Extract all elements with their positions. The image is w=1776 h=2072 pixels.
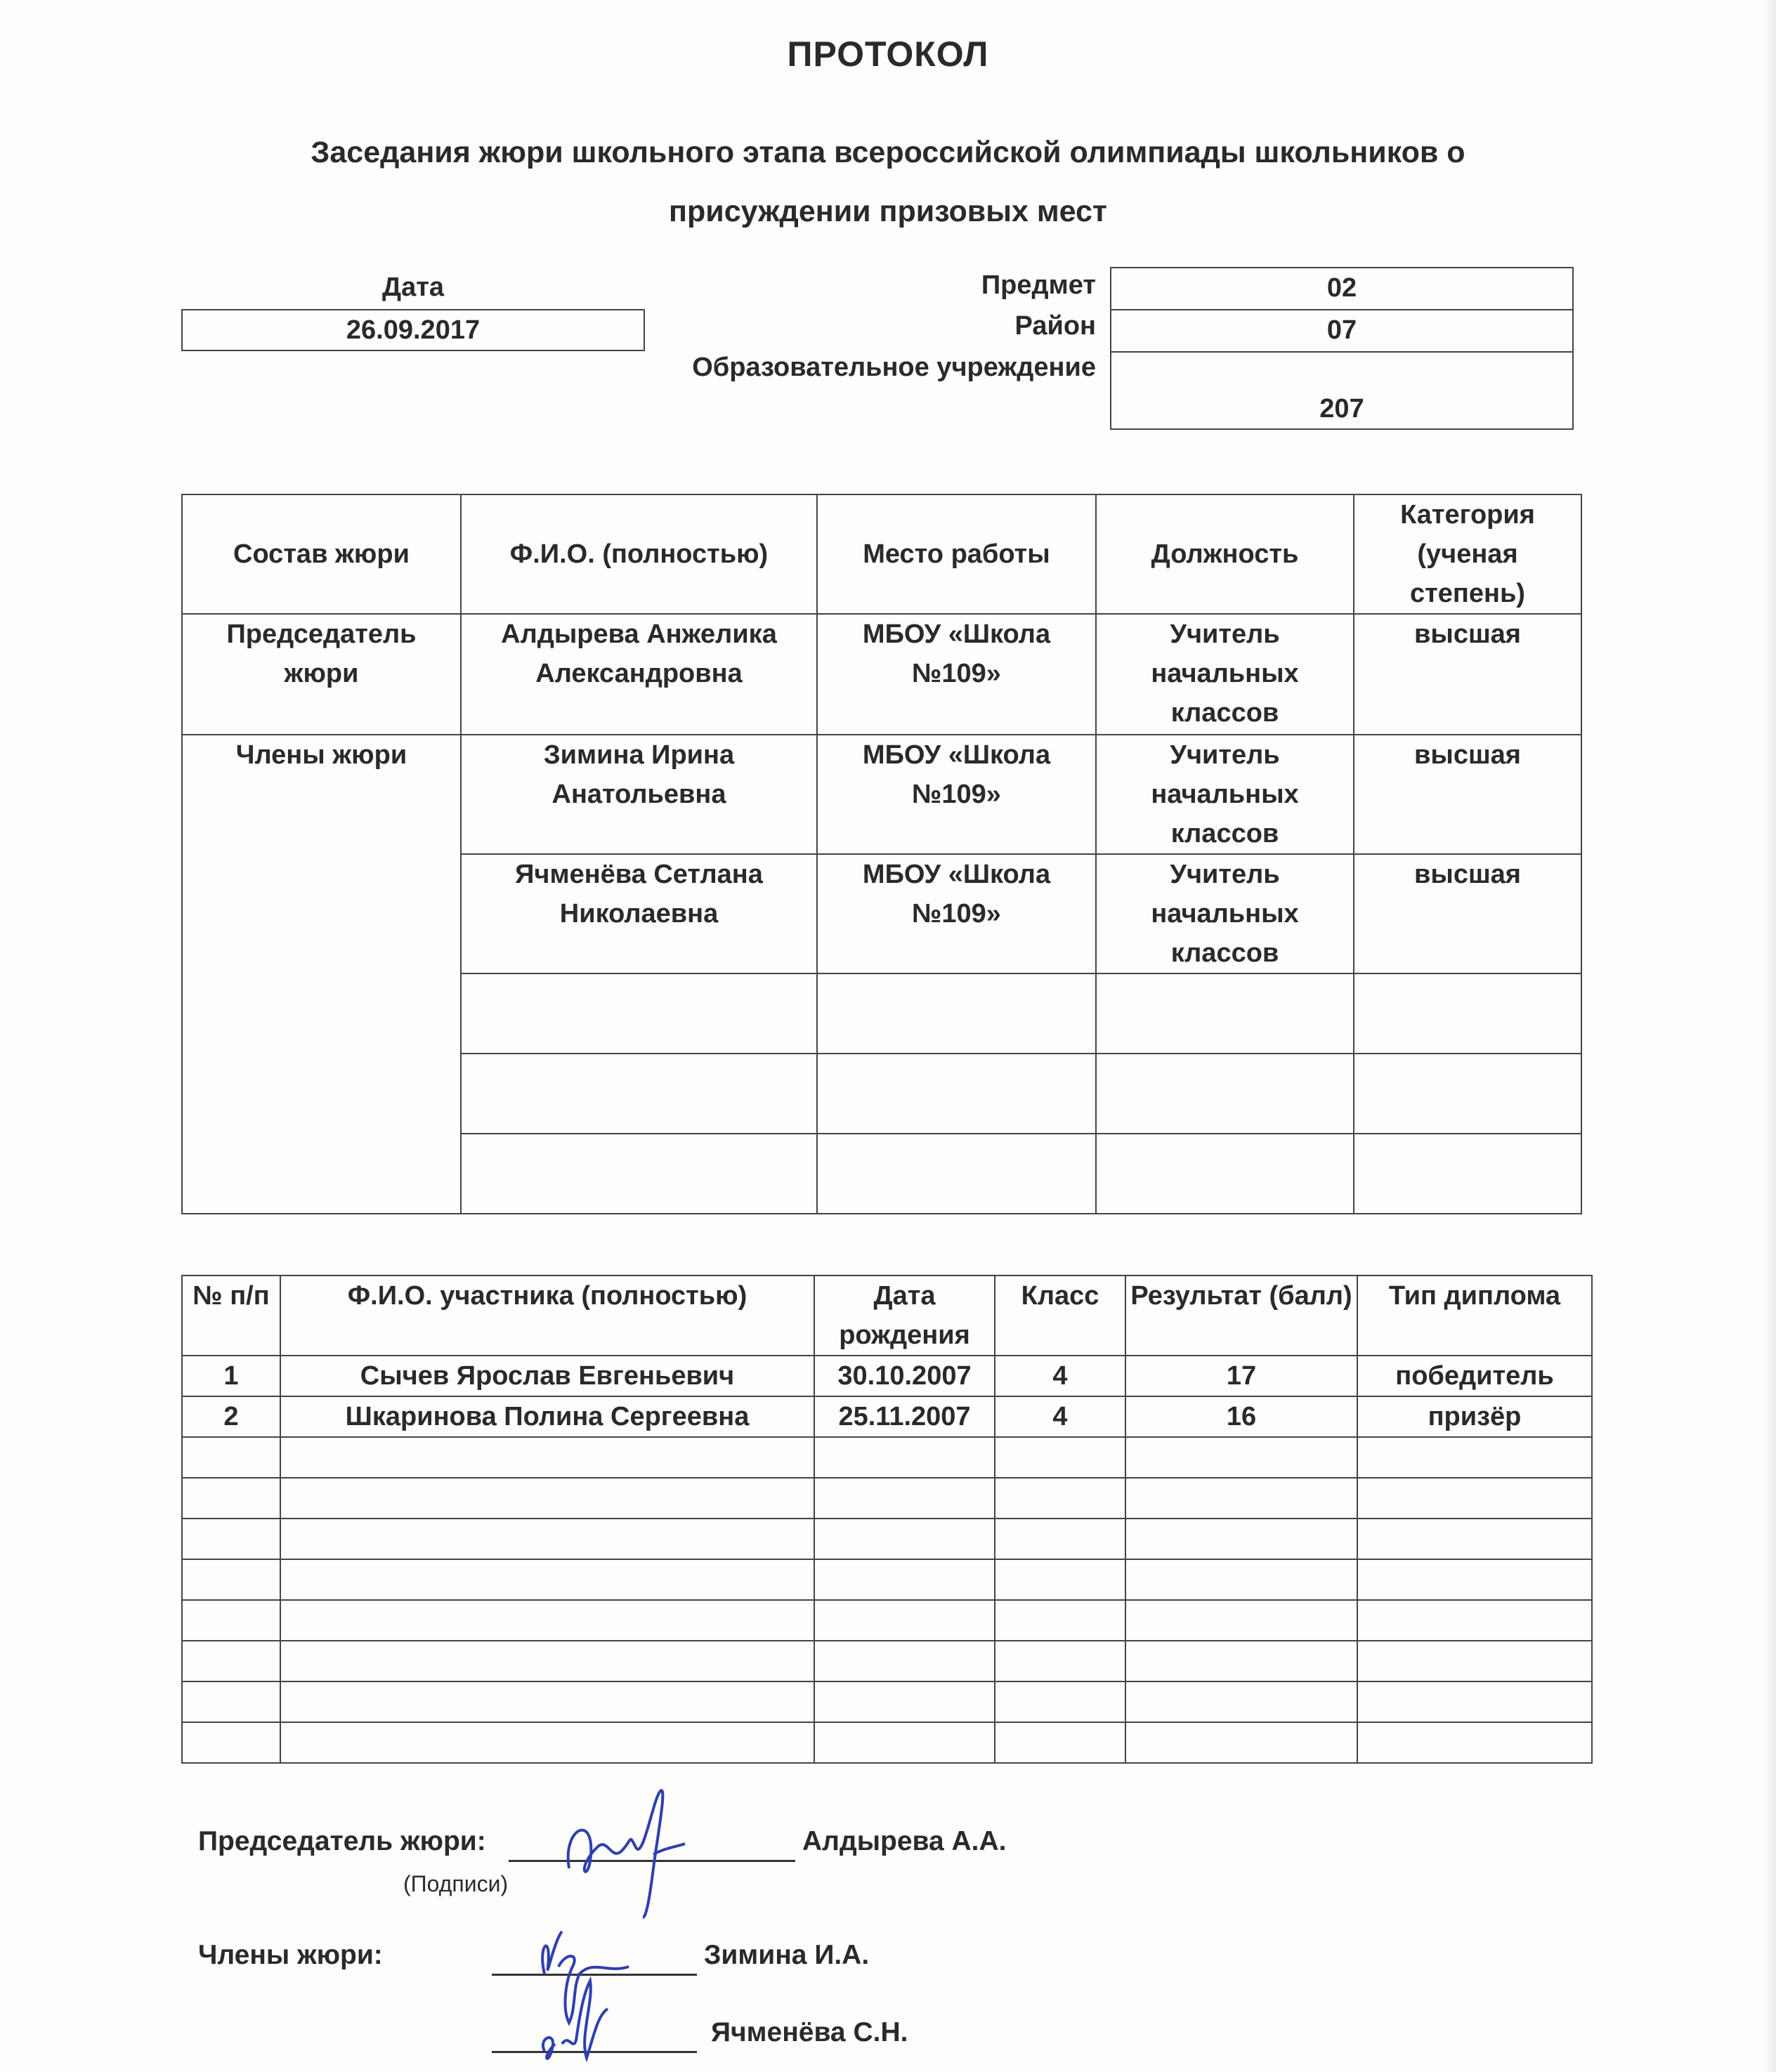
date-field[interactable]: [181, 309, 645, 351]
jury-role-chair: Председатель жюри: [182, 614, 461, 735]
participant-birth-date[interactable]: [814, 1722, 995, 1763]
jury-header-position: Должность: [1096, 494, 1354, 614]
participant-diploma[interactable]: [1357, 1519, 1592, 1559]
participant-diploma[interactable]: [1357, 1478, 1592, 1519]
participant-grade: 4: [995, 1396, 1125, 1437]
participants-table: [181, 1275, 1593, 1764]
document-title: ПРОТОКОЛ: [787, 34, 989, 74]
institution-field[interactable]: [1111, 353, 1572, 428]
participant-num[interactable]: [182, 1559, 280, 1600]
district-field[interactable]: [1111, 310, 1572, 353]
date-label: Дата: [382, 273, 444, 302]
participant-name[interactable]: [280, 1519, 814, 1559]
jury-position[interactable]: [1096, 1054, 1354, 1134]
chair-signature-label: Председатель жюри:: [198, 1826, 486, 1856]
participant-score[interactable]: [1125, 1519, 1357, 1559]
participant-score[interactable]: [1125, 1641, 1357, 1681]
jury-workplace[interactable]: [817, 1134, 1096, 1214]
jury-category[interactable]: [1354, 973, 1581, 1054]
jury-header-row: [182, 494, 1581, 614]
jury-category: высшая: [1354, 854, 1581, 973]
subject-label: Предмет: [981, 270, 1096, 300]
jury-position: Учитель начальных классов: [1096, 735, 1354, 854]
participant-num[interactable]: [182, 1478, 280, 1519]
jury-name[interactable]: [461, 1054, 817, 1134]
jury-header-name: Ф.И.О. (полностью): [461, 494, 817, 614]
participant-row-empty: [182, 1478, 1592, 1519]
participant-score[interactable]: [1125, 1600, 1357, 1641]
institution-value: 207: [1319, 394, 1364, 424]
participant-birth-date[interactable]: [814, 1437, 995, 1478]
participant-birth-date[interactable]: [814, 1681, 995, 1722]
jury-table: [181, 494, 1582, 1214]
jury-category: высшая: [1354, 614, 1581, 735]
member2-name: Ячменёва С.Н.: [711, 2017, 908, 2047]
participant-num[interactable]: [182, 1641, 280, 1681]
signatures-hint: (Подписи): [403, 1871, 509, 1896]
participant-diploma[interactable]: [1357, 1559, 1592, 1600]
date-value: 26.09.2017: [346, 315, 481, 345]
header-fields-box: [1110, 267, 1574, 430]
district-label: Район: [1014, 311, 1096, 341]
participants-header-grade: Класс: [995, 1276, 1125, 1356]
chair-signature-icon: [548, 1784, 703, 1925]
jury-position[interactable]: [1096, 1134, 1354, 1214]
participant-num[interactable]: [182, 1519, 280, 1559]
participant-grade[interactable]: [995, 1519, 1125, 1559]
participant-row: [182, 1396, 1592, 1437]
participant-row-empty: [182, 1641, 1592, 1681]
participant-name: Сычев Ярослав Евгеньевич: [280, 1356, 814, 1396]
participant-row-empty: [182, 1600, 1592, 1641]
jury-workplace: МБОУ «Школа №109»: [817, 614, 1096, 735]
document-subtitle: [169, 123, 1607, 241]
jury-workplace[interactable]: [817, 1054, 1096, 1134]
participant-birth-date[interactable]: [814, 1478, 995, 1519]
participant-name[interactable]: [280, 1478, 814, 1519]
participants-header-diploma: Тип диплома: [1357, 1276, 1592, 1356]
participant-diploma: призёр: [1357, 1396, 1592, 1437]
participant-grade[interactable]: [995, 1478, 1125, 1519]
jury-name[interactable]: [461, 973, 817, 1054]
participant-diploma[interactable]: [1357, 1681, 1592, 1722]
participant-birth-date[interactable]: [814, 1641, 995, 1681]
jury-workplace: МБОУ «Школа №109»: [817, 735, 1096, 854]
jury-header-workplace: Место работы: [817, 494, 1096, 614]
participant-birth-date: 25.11.2007: [814, 1396, 995, 1437]
subtitle-line-1: Заседания жюри школьного этапа всероссийской олимпиады школьников о: [311, 136, 1465, 169]
participant-num[interactable]: [182, 1437, 280, 1478]
participant-birth-date: 30.10.2007: [814, 1356, 995, 1396]
jury-position[interactable]: [1096, 973, 1354, 1054]
members-signature-label: Члены жюри:: [198, 1940, 383, 1970]
participant-score[interactable]: [1125, 1437, 1357, 1478]
subject-value: 02: [1326, 273, 1357, 303]
jury-position: Учитель начальных классов: [1096, 614, 1354, 735]
district-value: 07: [1326, 315, 1357, 345]
participant-grade[interactable]: [995, 1559, 1125, 1600]
participant-score[interactable]: [1125, 1722, 1357, 1763]
participant-birth-date[interactable]: [814, 1559, 995, 1600]
member1-name: Зимина И.А.: [704, 1940, 870, 1970]
participant-row: [182, 1356, 1592, 1396]
jury-header-category: Категория (ученая степень): [1354, 494, 1581, 614]
jury-workplace[interactable]: [817, 973, 1096, 1054]
participant-grade[interactable]: [995, 1600, 1125, 1641]
participant-name[interactable]: [280, 1600, 814, 1641]
participant-num: 1: [182, 1356, 280, 1396]
member2-signature-icon: [530, 1974, 629, 2072]
participant-row-empty: [182, 1681, 1592, 1722]
jury-name[interactable]: [461, 1134, 817, 1214]
jury-row-member: [182, 735, 1581, 854]
jury-category: высшая: [1354, 735, 1581, 854]
participant-num: 2: [182, 1396, 280, 1437]
participants-header-num: № п/п: [182, 1276, 280, 1356]
participant-grade[interactable]: [995, 1641, 1125, 1681]
participant-score[interactable]: [1125, 1559, 1357, 1600]
jury-name: Зимина Ирина Анатольевна: [461, 735, 817, 854]
scan-edge-shadow: [1763, 0, 1776, 2072]
participant-birth-date[interactable]: [814, 1600, 995, 1641]
jury-header-role: Состав жюри: [182, 494, 461, 614]
subject-field[interactable]: [1111, 268, 1572, 310]
jury-position: Учитель начальных классов: [1096, 854, 1354, 973]
participant-diploma[interactable]: [1357, 1600, 1592, 1641]
subtitle-line-2: присуждении призовых мест: [669, 195, 1107, 228]
participant-name[interactable]: [280, 1437, 814, 1478]
participant-row-empty: [182, 1722, 1592, 1763]
jury-workplace: МБОУ «Школа №109»: [817, 854, 1096, 973]
participant-name[interactable]: [280, 1559, 814, 1600]
participant-num[interactable]: [182, 1600, 280, 1641]
participant-diploma[interactable]: [1357, 1641, 1592, 1681]
jury-name: Алдырева Анжелика Александровна: [461, 614, 817, 735]
participant-score: 17: [1125, 1356, 1357, 1396]
jury-role-members: Члены жюри: [182, 735, 461, 1214]
participant-name[interactable]: [280, 1641, 814, 1681]
participant-grade: 4: [995, 1356, 1125, 1396]
participant-row-empty: [182, 1559, 1592, 1600]
participant-grade[interactable]: [995, 1722, 1125, 1763]
participant-name[interactable]: [280, 1681, 814, 1722]
participant-grade[interactable]: [995, 1437, 1125, 1478]
participants-header-score: Результат (балл): [1125, 1276, 1357, 1356]
jury-row-chair: [182, 614, 1581, 735]
jury-category[interactable]: [1354, 1054, 1581, 1134]
participant-grade[interactable]: [995, 1681, 1125, 1722]
participant-row-empty: [182, 1519, 1592, 1559]
participants-header-name: Ф.И.О. участника (полностью): [280, 1276, 814, 1356]
participant-score[interactable]: [1125, 1478, 1357, 1519]
participant-score[interactable]: [1125, 1681, 1357, 1722]
jury-name: Ячменёва Сетлана Николаевна: [461, 854, 817, 973]
jury-category[interactable]: [1354, 1134, 1581, 1214]
participants-header-row: [182, 1276, 1592, 1356]
chair-name: Алдырева А.А.: [802, 1826, 1007, 1856]
participant-name: Шкаринова Полина Сергеевна: [280, 1396, 814, 1437]
participant-birth-date[interactable]: [814, 1519, 995, 1559]
participant-diploma[interactable]: [1357, 1437, 1592, 1478]
participant-diploma[interactable]: [1357, 1722, 1592, 1763]
participant-name[interactable]: [280, 1722, 814, 1763]
participant-num[interactable]: [182, 1722, 280, 1763]
participants-header-birth: Дата рождения: [814, 1276, 995, 1356]
institution-label: Образовательное учреждение: [692, 353, 1096, 382]
participant-row-empty: [182, 1437, 1592, 1478]
participant-num[interactable]: [182, 1681, 280, 1722]
participant-diploma: победитель: [1357, 1356, 1592, 1396]
participant-score: 16: [1125, 1396, 1357, 1437]
